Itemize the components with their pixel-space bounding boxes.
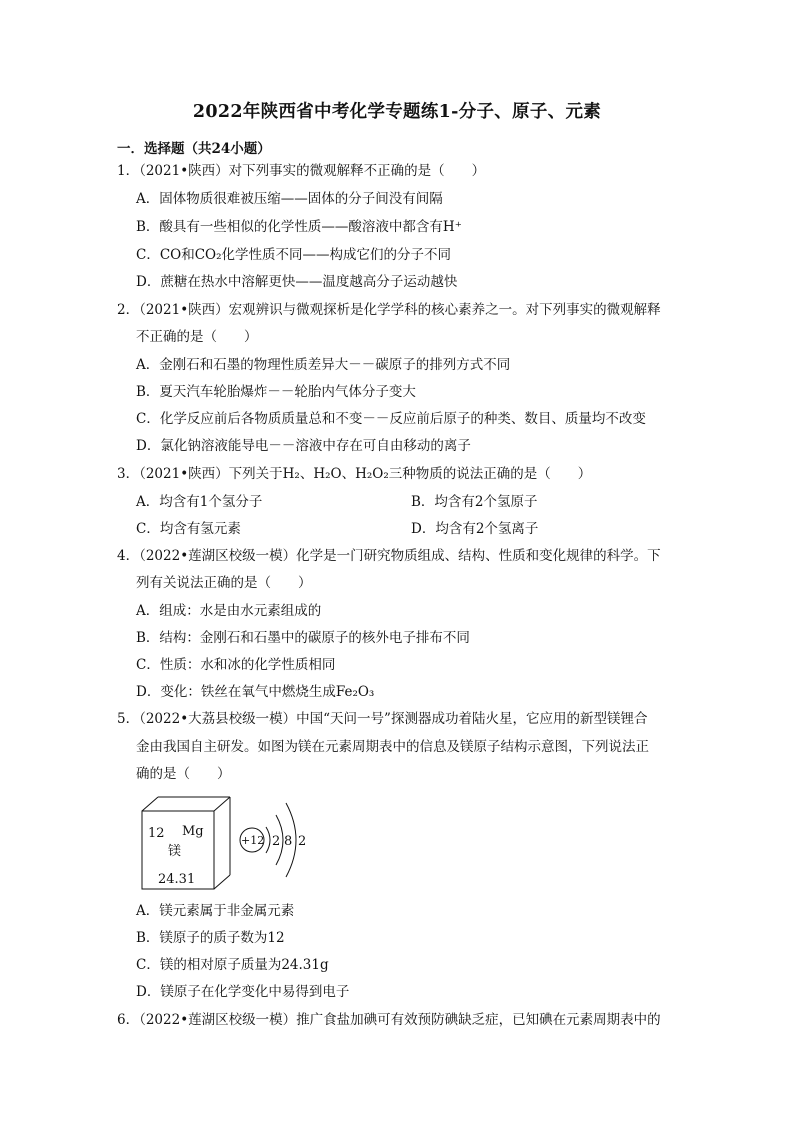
q4-option-c: C．性质：水和冰的化学性质相同	[136, 657, 336, 673]
element-cell	[142, 797, 230, 889]
q3-option-d: D．均含有2个氢离子	[411, 521, 539, 537]
q2-stem-cont: 不正确的是（ ）	[136, 329, 258, 345]
q2-option-a: A．金刚石和石墨的物理性质差异大－－碳原子的排列方式不同	[136, 357, 511, 373]
q4-stem: 4．（2022•莲湖区校级一模）化学是一门研究物质组成、结构、性质和变化规律的科学。下	[117, 548, 661, 564]
section-heading: 一．选择题（共24小题）	[117, 141, 271, 157]
q1-stem: 1．（2021•陕西）对下列事实的微观解释不正确的是（ ）	[117, 163, 486, 179]
shell-3-electrons: 2	[298, 834, 307, 849]
atomic-number: 12	[148, 826, 165, 841]
atomic-mass: 24.31	[158, 872, 196, 887]
electron-shell-1	[266, 827, 270, 853]
q3-stem: 3．（2021•陕西）下列关于H₂、H₂O、H₂O₂三种物质的说法正确的是（ ）	[117, 466, 592, 482]
q5-option-c: C．镁的相对原子质量为24.31g	[136, 957, 329, 973]
atom-structure-diagram	[240, 803, 306, 877]
q5-option-b: B．镁原子的质子数为12	[136, 930, 285, 946]
q1-option-d: D．蔗糖在热水中溶解更快——温度越高分子运动越快	[136, 274, 458, 290]
magnesium-figure	[138, 793, 318, 893]
q1-option-b: B．酸具有一些相似的化学性质——酸溶液中都含有H⁺	[136, 219, 462, 235]
q4-stem-cont: 列有关说法正确的是（ ）	[136, 575, 312, 591]
q4-option-b: B．结构：金刚石和石墨中的碳原子的核外电子排布不同	[136, 630, 470, 646]
shell-1-electrons: 2	[272, 834, 281, 849]
q5-option-a: A．镁元素属于非金属元素	[136, 903, 295, 919]
q4-option-d: D．变化：铁丝在氧气中燃烧生成Fe₂O₃	[136, 684, 375, 700]
q6-stem: 6．（2022•莲湖区校级一模）推广食盐加碘可有效预防碘缺乏症，已知碘在元素周期表中的	[117, 1012, 661, 1028]
q3-option-a: A．均含有1个氢分子	[136, 494, 263, 510]
q2-option-b: B．夏天汽车轮胎爆炸－－轮胎内气体分子变大	[136, 384, 416, 400]
q2-stem: 2．（2021•陕西）宏观辨识与微观探析是化学学科的核心素养之一。对下列事实的微观解释	[117, 302, 661, 318]
q3-option-c: C．均含有氢元素	[136, 521, 241, 537]
page-title: 2022年陕西省中考化学专题练1-分子、原子、元素	[192, 102, 602, 122]
q3-option-b: B．均含有2个氢原子	[411, 494, 538, 510]
q1-option-a: A．固体物质很难被压缩——固体的分子间没有间隔	[136, 191, 443, 207]
q5-stem-cont2: 确的是（ ）	[136, 766, 231, 782]
element-name: 镁	[168, 844, 182, 859]
element-symbol: Mg	[182, 824, 204, 839]
nuclear-charge: +12	[241, 834, 265, 847]
shell-2-electrons: 8	[284, 834, 293, 849]
q1-option-c: C．CO和CO₂化学性质不同——构成它们的分子不同	[136, 247, 452, 263]
q4-option-a: A．组成：水是由水元素组成的	[136, 603, 322, 619]
q5-stem: 5．（2022•大荔县校级一模）中国“天问一号”探测器成功着陆火星，它应用的新型镁锂合	[117, 711, 648, 727]
q5-option-d: D．镁原子在化学变化中易得到电子	[136, 984, 350, 1000]
q2-option-c: C．化学反应前后各物质质量总和不变－－反应前后原子的种类、数目、质量均不改变	[136, 411, 646, 427]
q2-option-d: D．氯化钠溶液能导电－－溶液中存在可自由移动的离子	[136, 438, 471, 454]
q5-stem-cont: 金由我国自主研发。如图为镁在元素周期表中的信息及镁原子结构示意图，下列说法正	[136, 739, 649, 755]
